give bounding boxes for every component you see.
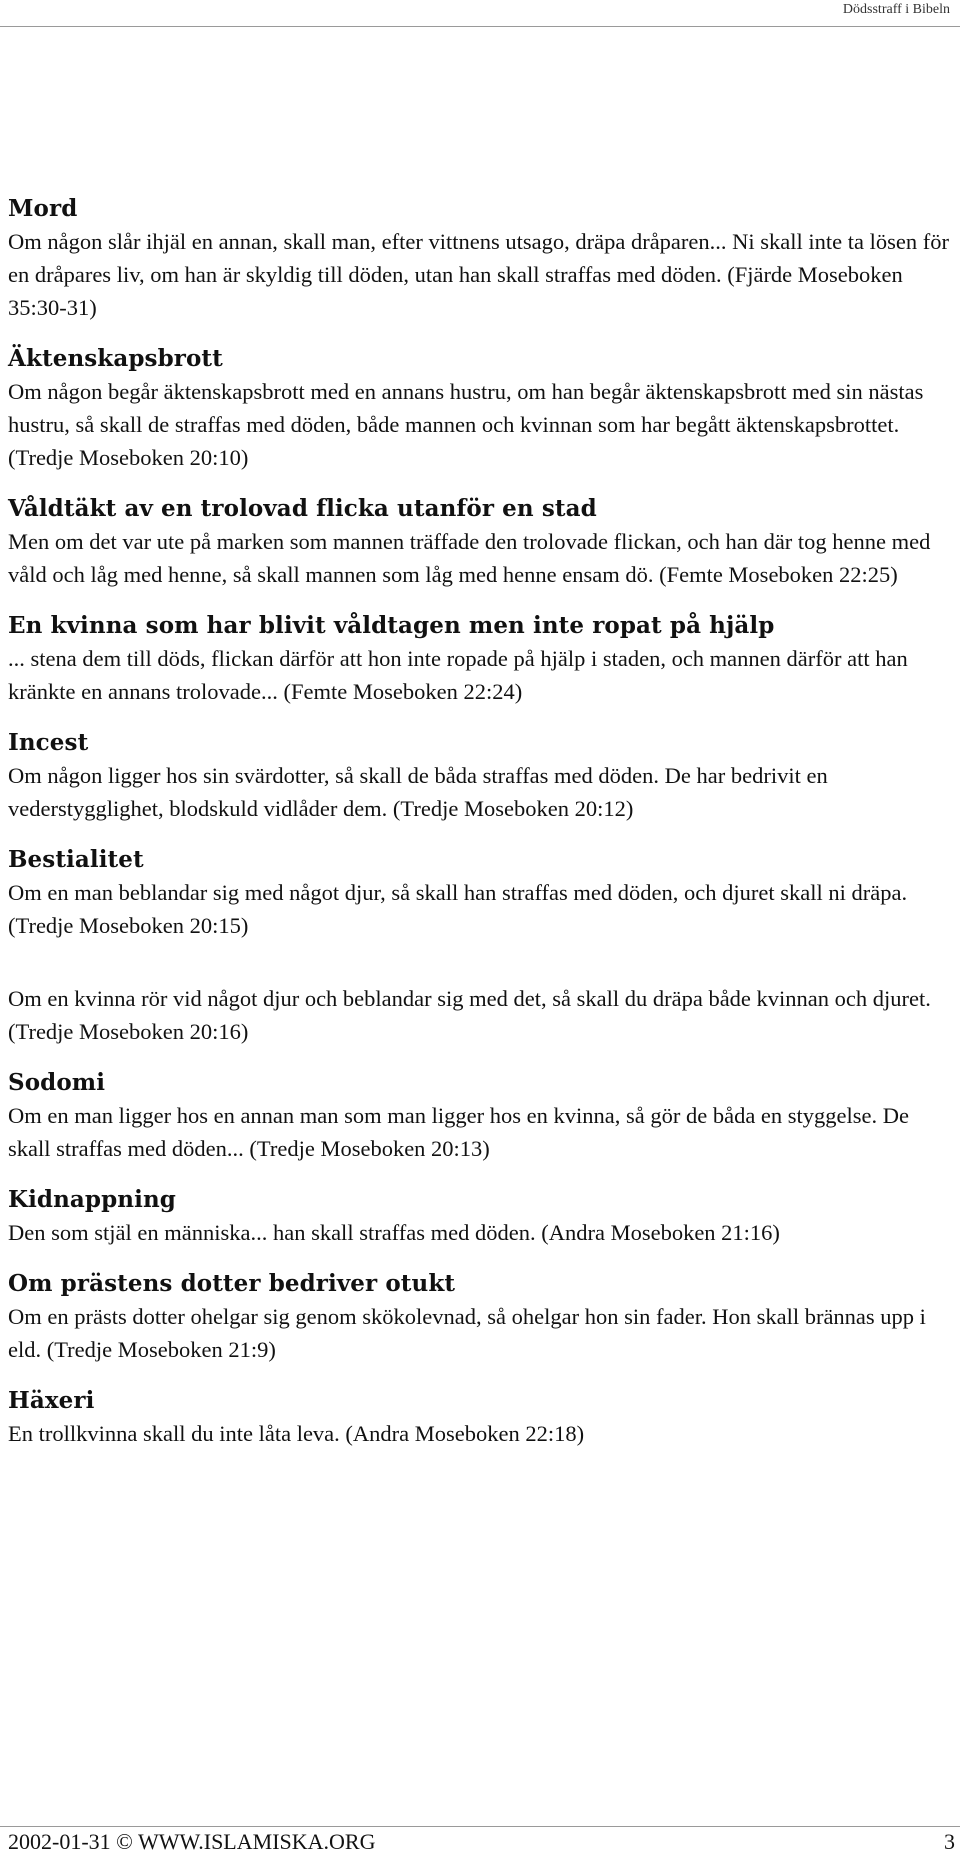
section-valdtagen-kvinna [8, 610, 953, 708]
section-paragraph: Men om det var ute på marken som mannen träffade den trolovade flickan, och han där tog henne med våld och låg med henne, så skall mannen som låg med henne ensam dö. (Femte Moseboken 22:25) [8, 529, 931, 587]
running-title: Dödsstraff i Bibeln [842, 2, 950, 17]
section-bestialitet [8, 844, 953, 1048]
section-heading: Kidnappning [8, 1186, 176, 1213]
section-valdtakt-trolovad [8, 493, 953, 591]
section-paragraph: Om en kvinna rör vid något djur och beblandar sig med det, så skall du dräpa både kvinnan och djuret. (Tredje Moseboken 20:16) [8, 986, 931, 1044]
section-heading: En kvinna som har blivit våldtagen men inte ropat på hjälp [8, 612, 775, 639]
section-haxeri [8, 1385, 953, 1450]
footer-date-copyright: 2002-01-31 © WWW.ISLAMISKA.ORG [8, 1829, 376, 1854]
section-paragraph: Den som stjäl en människa... han skall straffas med döden. (Andra Moseboken 21:16) [8, 1220, 780, 1245]
section-prastens-dotter [8, 1268, 953, 1366]
section-sodomi [8, 1067, 953, 1165]
footer-rule [0, 1826, 960, 1827]
section-incest [8, 727, 953, 825]
section-heading: Våldtäkt av en trolovad flicka utanför en stad [8, 495, 597, 522]
section-heading: Sodomi [8, 1069, 106, 1096]
section-paragraph: Om någon begår äktenskapsbrott med en annans hustru, om han begår äktenskapsbrott med sin nästas hustru, så skall de straffas med döden, både mannen och kvinnan som har begått äktenskapsbrottet. (Tredje Moseboken 20:10) [8, 379, 924, 470]
section-paragraph: Om någon ligger hos sin svärdotter, så skall de båda straffas med döden. De har bedrivit en vederstygglighet, blodskuld vidlåder dem. (Tredje Moseboken 20:12) [8, 763, 828, 821]
section-paragraph: Om en man beblandar sig med något djur, så skall han straffas med döden, och djuret skall ni dräpa. (Tredje Moseboken 20:15) [8, 880, 908, 938]
section-heading: Äktenskapsbrott [8, 345, 223, 372]
section-heading: Mord [8, 195, 78, 222]
section-paragraph: Om en man ligger hos en annan man som man ligger hos en kvinna, så gör de båda en styggelse. De skall straffas med döden... (Tredje Moseboken 20:13) [8, 1103, 910, 1161]
section-heading: Häxeri [8, 1387, 95, 1414]
header-rule [0, 26, 960, 27]
section-heading: Bestialitet [8, 846, 144, 873]
section-heading: Incest [8, 729, 89, 756]
section-paragraph: ... stena dem till döds, flickan därför att hon inte ropade på hjälp i staden, och mannen därför att han kränkte en annans trolovade... (Femte Moseboken 22:24) [8, 646, 908, 704]
section-aktenskapsbrott [8, 343, 953, 474]
section-paragraph: Om någon slår ihjäl en annan, skall man, efter vittnens utsago, dräpa dråparen... Ni skall inte ta lösen för en dråpares liv, om han är skyldig till döden, utan han skall straffas med döden. (Fjärde Moseboken 35:30-31) [8, 229, 949, 320]
section-paragraph: En trollkvinna skall du inte låta leva. (Andra Moseboken 22:18) [8, 1421, 585, 1446]
page-number: 3 [944, 1829, 955, 1854]
section-kidnappning [8, 1184, 953, 1249]
section-paragraph: Om en prästs dotter ohelgar sig genom skökolevnad, så ohelgar hon sin fader. Hon skall brännas upp i eld. (Tredje Moseboken 21:9) [8, 1304, 926, 1362]
section-mord [8, 193, 953, 324]
document-body [8, 193, 953, 1469]
section-heading: Om prästens dotter bedriver otukt [8, 1270, 456, 1297]
